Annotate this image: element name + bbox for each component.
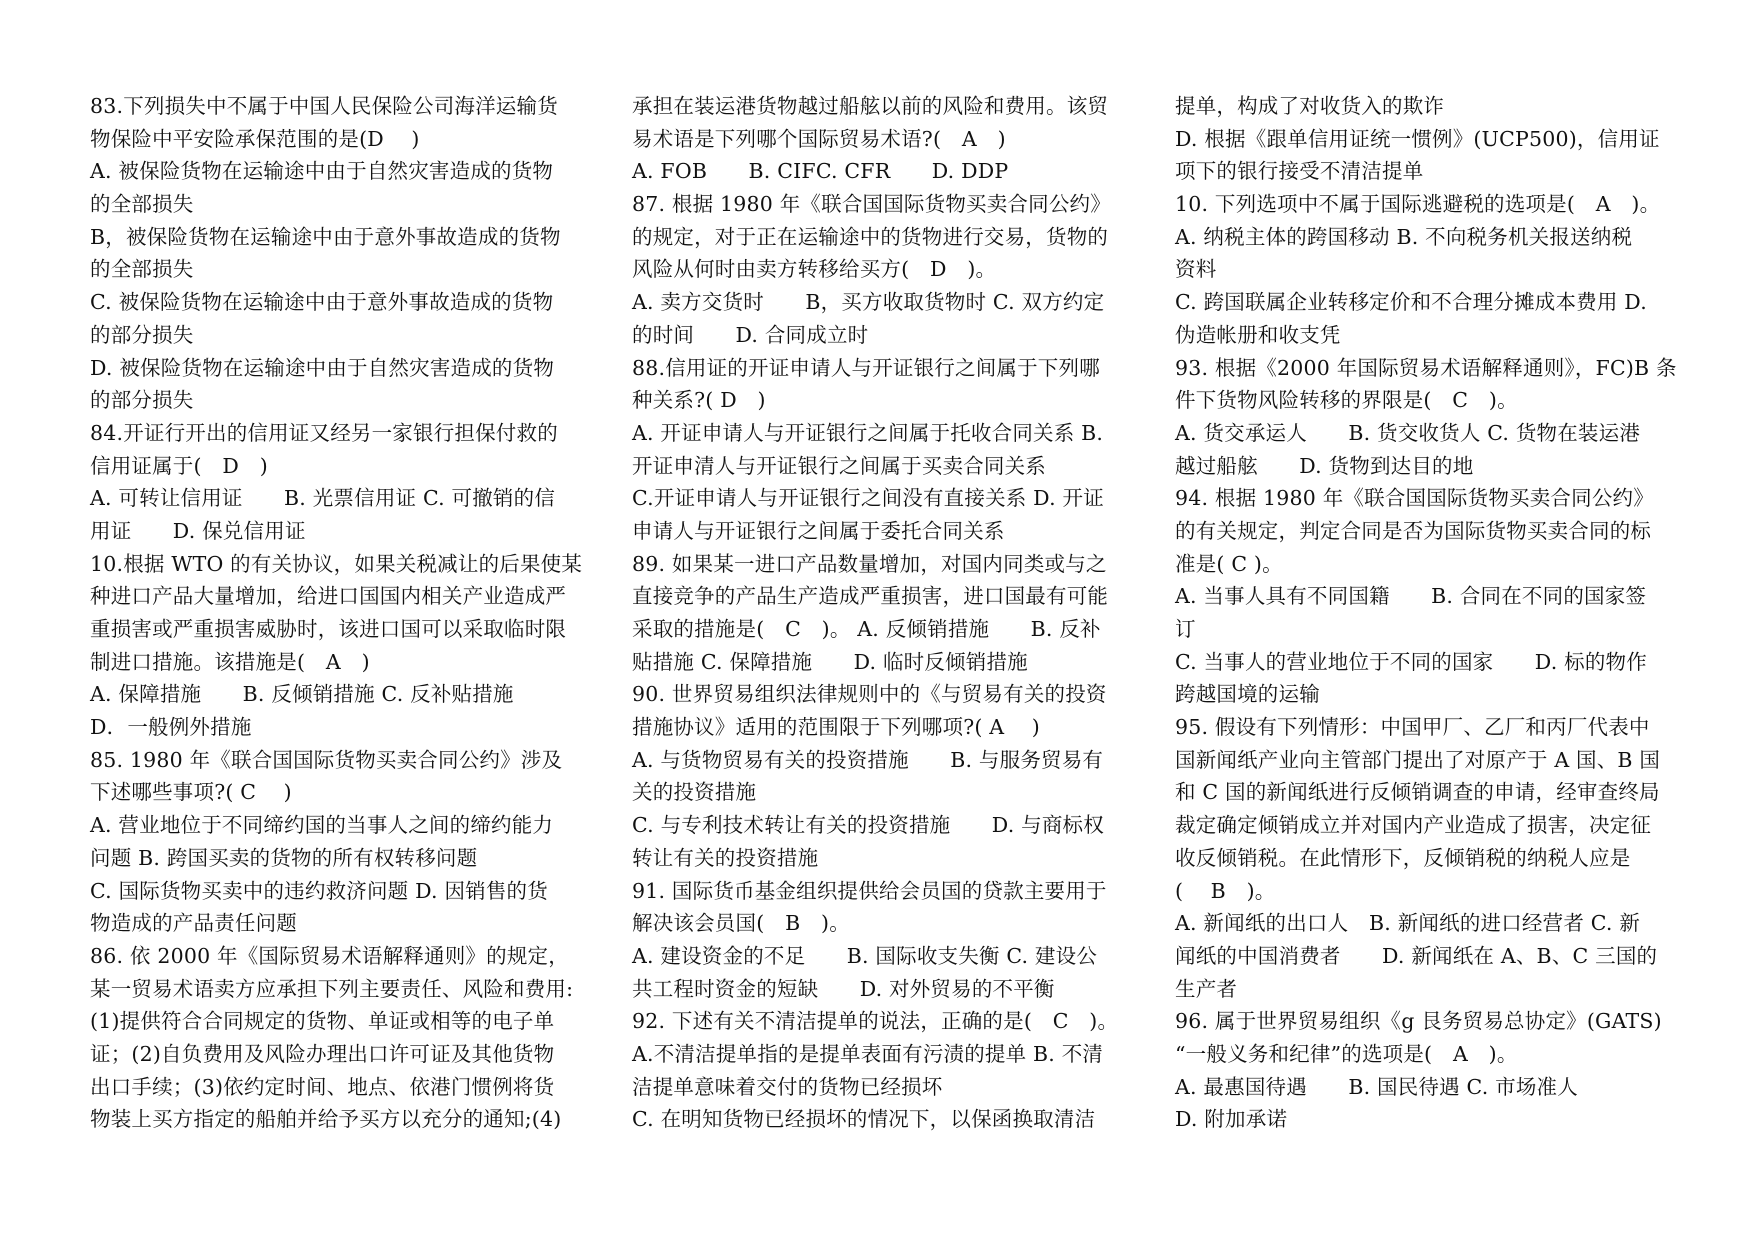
text-line: A. 最惠国待遇 B. 国民待遇 C. 市场准人 xyxy=(1175,1074,1578,1099)
text-line: 问题 B. 跨国买卖的货物的所有权转移问题 xyxy=(90,845,478,870)
text-line: 89. 如果某一进口产品数量增加，对国内同类或与之 xyxy=(632,551,1107,576)
text-line: 88.信用证的开证申请人与开证银行之间属于下列哪 xyxy=(632,355,1100,380)
text-line: 90. 世界贸易组织法律规则中的《与贸易有关的投资 xyxy=(632,682,1107,707)
text-line: 跨越国境的运输 xyxy=(1175,682,1320,707)
text-line: 83.下列损失中不属于中国人民保险公司海洋运输货 xyxy=(90,94,558,118)
text-line: A. 卖方交货时 B，买方收取货物时 C. 双方约定 xyxy=(632,290,1105,315)
text-line: 生产者 xyxy=(1175,976,1238,1001)
text-line: 出口手续；(3)依约定时间、地点、依港门惯例将货 xyxy=(90,1074,555,1099)
text-line: A. 可转让信用证 B. 光票信用证 C. 可撤销的信 xyxy=(90,486,556,511)
text-line: 的时间 D. 合同成立时 xyxy=(632,322,869,347)
text-line: C. 与专利技术转让有关的投资措施 D. 与商标权 xyxy=(632,813,1104,838)
text-line: 92. 下述有关不清洁提单的说法，正确的是( C )。 xyxy=(632,1009,1119,1034)
text-line: 措施协议》适用的范围限于下列哪项?( A ) xyxy=(632,715,1040,740)
text-line: 易术语是下列哪个国际贸易术语?( A ) xyxy=(632,126,1006,151)
text-line: “一般义务和纪律”的选项是( A )。 xyxy=(1175,1041,1518,1066)
text-line: 贴措施 C. 保障措施 D. 临时反倾销措施 xyxy=(632,649,1028,674)
text-line: 91. 国际货币基金组织提供给会员国的贷款主要用于 xyxy=(632,878,1107,903)
text-column-middle xyxy=(632,90,1137,1136)
text-line: 开证申清人与开证银行之间属于买卖合同关系 xyxy=(632,453,1046,478)
text-line: A.不清洁提单指的是提单表面有污渍的提单 B. 不清 xyxy=(632,1041,1104,1066)
text-line: A. 货交承运人 B. 货交收货人 C. 货物在装运港 xyxy=(1175,420,1641,445)
text-column-left xyxy=(90,90,595,1136)
text-line: A. 开证申请人与开证银行之间属于托收合同关系 B. xyxy=(632,420,1104,445)
text-line: D. 根据《跟单信用证统一惯例》(UCP500)，信用证 xyxy=(1175,126,1660,151)
text-line: 解决该会员国( B )。 xyxy=(632,911,850,936)
text-line: C. 在明知货物已经损坏的情况下，以保函换取清洁 xyxy=(632,1107,1096,1132)
text-line: C. 被保险货物在运输途中由于意外事故造成的货物 xyxy=(90,290,554,315)
text-line: 收反倾销税。在此情形下，反倾销税的纳税人应是 xyxy=(1175,845,1631,870)
text-line: 国新闻纸产业向主管部门提出了对原产于 A 国、B 国 xyxy=(1175,747,1661,772)
text-line: A. 保障措施 B. 反倾销措施 C. 反补贴措施 xyxy=(90,682,514,707)
text-line: 种进口产品大量增加，给进口国国内相关产业造成严 xyxy=(90,584,567,609)
text-column-right xyxy=(1175,90,1687,1136)
text-line: 资料 xyxy=(1175,257,1217,282)
text-line: A. 建设资金的不足 B. 国际收支失衡 C. 建设公 xyxy=(632,943,1098,968)
text-line: 某一贸易术语卖方应承担下列主要责任、风险和费用: xyxy=(90,976,574,1001)
text-line: (1)提供符合合同规定的货物、单证或相等的电子单 xyxy=(90,1009,555,1034)
text-line: A. FOB B. CIFC. CFR D. DDP xyxy=(632,159,1009,184)
text-line: 越过船舷 D. 货物到达目的地 xyxy=(1175,453,1474,478)
text-line: 87. 根据 1980 年《联合国国际货物买卖合同公约》 xyxy=(632,192,1111,217)
text-line: 准是( C )。 xyxy=(1175,551,1283,576)
text-line: 洁提单意味着交付的货物已经损坏 xyxy=(632,1074,943,1099)
text-line: 用证 D. 保兑信用证 xyxy=(90,518,306,543)
text-line: 的规定，对于正在运输途中的货物进行交易，货物的 xyxy=(632,224,1109,249)
text-line: 证；(2)自负费用及风险办理出口许可证及其他货物 xyxy=(90,1041,555,1066)
text-line: D. 附加承诺 xyxy=(1175,1107,1288,1132)
text-line: 的全部损失 xyxy=(90,257,194,282)
text-line: 95. 假设有下列情形：中国甲厂、乙厂和丙厂代表中 xyxy=(1175,715,1650,740)
text-line: 10. 下列选项中不属于国际逃避税的选项是( A )。 xyxy=(1175,192,1661,217)
text-line: ( B )。 xyxy=(1175,878,1276,903)
text-line: 96. 属于世界贸易组织《g 艮务贸易总协定》(GATS) xyxy=(1175,1009,1662,1034)
text-line: 86. 依 2000 年《国际贸易术语解释通则》的规定， xyxy=(90,943,569,968)
text-line: A. 当事人具有不同国籍 B. 合同在不同的国家签 xyxy=(1175,584,1647,609)
text-line: 的部分损失 xyxy=(90,322,194,347)
text-line: C. 跨国联属企业转移定价和不合理分摊成本费用 D. xyxy=(1175,290,1647,315)
text-line: 关的投资措施 xyxy=(632,780,757,805)
text-line: A. 新闻纸的出口人 B. 新闻纸的进口经营者 C. 新 xyxy=(1175,911,1641,936)
text-line: 裁定确定倾销成立并对国内产业造成了损害，决定征 xyxy=(1175,813,1652,838)
text-line: A. 与货物贸易有关的投资措施 B. 与服务贸易有 xyxy=(632,747,1104,772)
text-line: 提单，构成了对收货入的欺诈 xyxy=(1175,94,1445,118)
text-line: 85. 1980 年《联合国国际货物买卖合同公约》涉及 xyxy=(90,747,563,772)
text-line: 采取的措施是( C )。 A. 反倾销措施 B. 反补 xyxy=(632,617,1101,641)
text-line: 物保险中平安险承保范围的是(D ) xyxy=(90,126,420,151)
text-line: B，被保险货物在运输途中由于意外事故造成的货物 xyxy=(90,224,561,249)
text-line: 物造成的产品责任问题 xyxy=(90,911,297,936)
text-line: 10.根据 WTO 的有关协议，如果关税减让的后果使某 xyxy=(90,551,583,576)
text-line: 下述哪些事项?( C ) xyxy=(90,780,292,805)
text-line: 共工程时资金的短缺 D. 对外贸易的不平衡 xyxy=(632,976,1055,1001)
text-line: C. 国际货物买卖中的违约救济问题 D. 因销售的货 xyxy=(90,878,548,903)
text-line: 风险从何时由卖方转移给买方( D )。 xyxy=(632,257,997,282)
text-line: 的部分损失 xyxy=(90,388,194,413)
text-line: 订 xyxy=(1175,617,1196,641)
text-line: 申请人与开证银行之间属于委托合同关系 xyxy=(632,518,1005,543)
text-line: C.开证申请人与开证银行之间没有直接关系 D. 开证 xyxy=(632,486,1104,511)
text-line: 伪造帐册和收支凭 xyxy=(1175,322,1341,347)
text-line: 承担在装运港货物越过船舷以前的风险和费用。该贸 xyxy=(632,94,1109,118)
text-line: 的全部损失 xyxy=(90,192,194,217)
text-line: 信用证属于( D ) xyxy=(90,453,268,478)
text-line: 和 C 国的新闻纸进行反倾销调查的申请，经审查终局 xyxy=(1175,780,1660,805)
text-line: 件下货物风险转移的界限是( C )。 xyxy=(1175,388,1518,413)
text-line: 制进口措施。该措施是( A ) xyxy=(90,649,370,674)
text-line: 重损害或严重损害威胁时，该进口国可以采取临时限 xyxy=(90,617,567,641)
text-line: C. 当事人的营业地位于不同的国家 D. 标的物作 xyxy=(1175,649,1647,674)
text-line: D．一般例外措施 xyxy=(90,715,252,740)
text-line: 闻纸的中国消费者 D. 新闻纸在 A、B、C 三国的 xyxy=(1175,943,1658,968)
text-line: 94. 根据 1980 年《联合国国际货物买卖合同公约》 xyxy=(1175,486,1654,511)
text-line: 项下的银行接受不清洁提单 xyxy=(1175,159,1424,184)
text-line: 物装上买方指定的船舶并给予买方以充分的通知;(4) xyxy=(90,1107,562,1132)
text-line: 93. 根据《2000 年国际贸易术语解释通则》，FC)B 条 xyxy=(1175,355,1677,380)
text-line: A. 营业地位于不同缔约国的当事人之间的缔约能力 xyxy=(90,813,554,838)
text-line: 种关系?( D ) xyxy=(632,388,766,413)
text-line: A. 被保险货物在运输途中由于自然灾害造成的货物 xyxy=(90,159,554,184)
text-line: 的有关规定，判定合同是否为国际货物买卖合同的标 xyxy=(1175,518,1652,543)
text-line: 直接竞争的产品生产造成严重损害，进口国最有可能 xyxy=(632,584,1109,609)
text-line: D. 被保险货物在运输途中由于自然灾害造成的货物 xyxy=(90,355,555,380)
text-line: 转让有关的投资措施 xyxy=(632,845,819,870)
text-line: A. 纳税主体的跨国移动 B. 不向税务机关报送纳税 xyxy=(1175,224,1633,249)
text-line: 84.开证行开出的信用证又经另一家银行担保付救的 xyxy=(90,420,558,445)
